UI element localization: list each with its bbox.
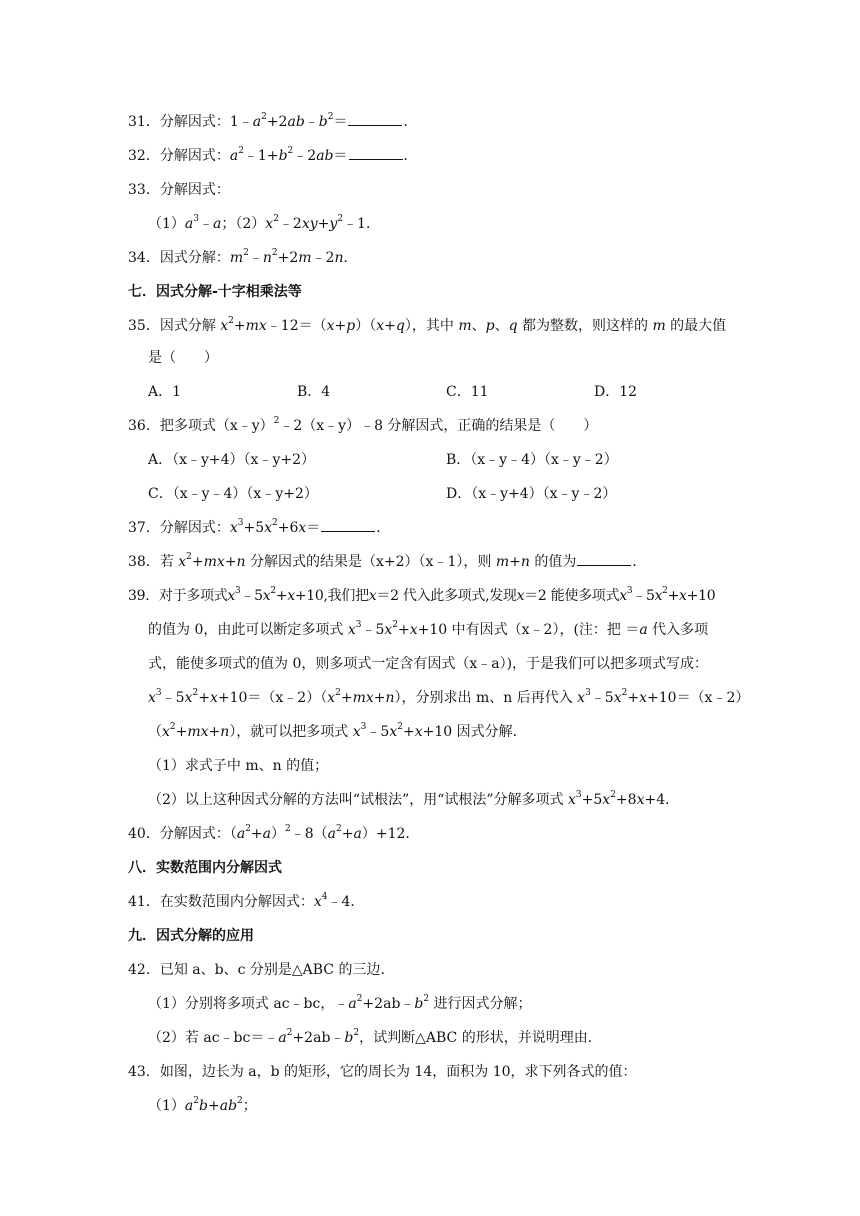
q34-op: ﹣: [248, 250, 263, 266]
q38-mid: 分解因式的结果是（x+2）（x﹣1），则: [245, 554, 496, 570]
q34-op: +2: [277, 250, 299, 266]
option-c[interactable]: C．11: [446, 384, 489, 400]
section-heading-9: 九．因式分解的应用: [128, 928, 254, 944]
q39-text: 代入多项: [647, 622, 709, 638]
q35-var: m: [458, 318, 472, 334]
q33-prefix: 33．分解因式：: [128, 182, 230, 198]
q32-exp: 2: [238, 146, 244, 157]
option-b[interactable]: B．4: [297, 384, 331, 400]
q35-text: ）（: [355, 318, 377, 334]
question-41: 41．在实数范围内分解因式：$x^4﹣4$．: [128, 892, 365, 910]
q41-text: ﹣4．: [327, 894, 365, 910]
q33-var: a: [213, 216, 222, 232]
question-33: [128, 180, 230, 200]
q40-text: 40．分解因式：（: [128, 826, 237, 842]
q37-prefix: 37．分解因式：: [128, 520, 230, 536]
q43-text: （1）: [148, 1098, 185, 1114]
question-39-line5: $(x^2+mx+n)$，就可以把多项式 $x^3﹣5x^2+x+10$ 因式分解．: [148, 722, 527, 740]
q35-text: +: [384, 318, 396, 334]
q33-end: ﹣1．: [343, 216, 380, 232]
q39-text: ＝（x﹣2）: [676, 690, 750, 706]
q33-exp: 3: [193, 214, 200, 225]
q32-eq: ＝: [333, 148, 348, 164]
q35-var: q: [395, 318, 405, 334]
q35-text: 、: [471, 318, 486, 334]
answer-blank[interactable]: [349, 147, 403, 160]
q34-var: m: [298, 250, 312, 266]
question-35-line2: 是（ ）: [148, 350, 218, 366]
q35-text: 的最大值: [665, 318, 727, 334]
q37-end: ．: [376, 520, 391, 536]
option-a[interactable]: A．1: [148, 384, 182, 400]
q34-var: n: [262, 250, 272, 266]
question-43-sub1: $(1)a^2b+ab^2$；: [148, 1096, 257, 1114]
q42-text: ，试判断△ABC 的形状，并说明理由．: [359, 1030, 602, 1046]
answer-blank[interactable]: [321, 519, 375, 532]
q35-text: 35．因式分解: [128, 318, 221, 334]
q42-text: +2ab﹣: [362, 996, 415, 1012]
q42-text: 进行因式分解；: [429, 996, 532, 1012]
question-42-sub1: （1）分别将多项式 ac﹣bc，$﹣a^2+2ab﹣b^2$ 进行因式分解；: [148, 994, 532, 1012]
q41-text: 41．在实数范围内分解因式：: [128, 894, 314, 910]
q31-minus: ﹣: [304, 114, 319, 130]
q34-prefix: 34．因式分解：: [128, 250, 230, 266]
q35-var: p: [346, 318, 356, 334]
q34-op: ﹣2: [311, 250, 335, 266]
q32-var-a: a: [229, 148, 239, 164]
question-39: 39．对于多项式$x^3﹣5x^2+x+10$,我们把x＝2 代入此多项式,发现x＝2 能使多项式$x^3﹣5x^2+x+10$: [128, 586, 716, 604]
q35-text: ），其中: [404, 318, 459, 334]
question-31: [128, 112, 417, 132]
question-42: 42．已知 a、b、c 分别是△ABC 的三边．: [128, 962, 395, 978]
q35-text: +: [334, 318, 347, 334]
question-32: [128, 146, 418, 166]
q40-text: ﹣8（: [290, 826, 328, 842]
q39-text: （2）以上这种因式分解的方法叫“试根法”，用“试根法”分解多项式: [148, 792, 568, 808]
q36-rest: ﹣2（x﹣y）﹣8 分解因式，正确的结果是（ ）: [279, 418, 598, 434]
q35-text: 都为整数，则这样的: [517, 318, 653, 334]
question-39-sub2: （2）以上这种因式分解的方法叫“试根法”，用“试根法”分解多项式 $x^3+5x^2+8x+4$．: [148, 790, 680, 808]
option-d[interactable]: D．（x﹣y+4）（x﹣y﹣2）: [446, 486, 617, 502]
q39-text: ＝: [625, 622, 640, 638]
answer-blank[interactable]: [577, 553, 631, 566]
q33-var: a: [184, 216, 194, 232]
q39-text: ），分别求出 m、n 后再代入: [394, 690, 578, 706]
q35-text: +: [233, 318, 246, 334]
q39-text: ＝2 代入此多项式,发现: [376, 588, 517, 604]
q33-part2: ；（2）: [221, 216, 266, 232]
q32-end: ．: [403, 148, 418, 164]
q35-var: m: [652, 318, 666, 334]
q32-mid1: ﹣1+: [243, 148, 279, 164]
q32-var-ab: ab: [316, 148, 334, 164]
q35-var: mx: [245, 318, 267, 334]
q35-var: p: [485, 318, 495, 334]
q35-var: x: [326, 318, 335, 334]
q35-text: 、: [494, 318, 509, 334]
q33-var: x: [265, 216, 274, 232]
q42-text: （2）若 ac﹣bc＝﹣: [148, 1030, 279, 1046]
q40-text: ）: [271, 826, 286, 842]
question-39-sub1: （1）求式子中 m、n 的值；: [148, 758, 329, 774]
q35-var: q: [508, 318, 518, 334]
q33-var: xy: [301, 216, 318, 232]
answer-blank[interactable]: [348, 113, 402, 126]
q42-text: +2ab﹣: [292, 1030, 345, 1046]
question-39-line2: 的值为 0，由此可以断定多项式 $x^3﹣5x^2+x+10$ 中有因式（x﹣2），(注：把 ＝a 代入多项: [148, 620, 709, 638]
question-37: 37．分解因式：$x^3+5x^2+6x=$ ．: [128, 518, 391, 536]
q39-text: 39．对于多项式: [128, 588, 228, 604]
q33-plus: +: [317, 216, 330, 232]
question-42-sub2: （2）若 $ac﹣bc=﹣a^2+2ab﹣b^2$，试判断△ABC 的形状，并说明理由．: [148, 1028, 602, 1046]
section-heading-8: 八．实数范围内分解因式: [128, 860, 282, 876]
q39-text: （: [148, 724, 162, 740]
q31-mid: +2: [266, 114, 288, 130]
option-a[interactable]: A．（x﹣y+4）（x﹣y+2）: [148, 452, 315, 468]
option-c[interactable]: C．（x﹣y﹣4）（x﹣y+2）: [148, 486, 318, 502]
q34-end: ．: [343, 250, 358, 266]
q35-text: ﹣12＝（: [266, 318, 327, 334]
q39-text: 中有因式（x﹣2），(注：把: [447, 622, 626, 638]
q32-var-b: b: [278, 148, 288, 164]
section-heading-7: 七．因式分解-十字相乘法等: [128, 284, 302, 300]
q31-end: ．: [403, 114, 418, 130]
q33-part1: （1）: [148, 216, 185, 232]
q43-text: ；: [242, 1098, 257, 1114]
q35-var: x: [376, 318, 385, 334]
question-36: [128, 416, 597, 436]
q31-exp-b: 2: [327, 112, 334, 123]
q34-var: m: [229, 250, 244, 266]
q32-prefix: 32．分解因式：: [128, 148, 230, 164]
q31-prefix: 31．分解因式：1﹣: [128, 114, 253, 130]
q38-prefix: 38．若: [128, 554, 179, 570]
q39-text: ＝2 能使多项式: [524, 588, 620, 604]
question-38: 38．若 $x^2+mx+n$ 分解因式的结果是（x+2）（x﹣1），则 m+n 的值为 ．: [128, 552, 647, 570]
q31-var-ab: ab: [287, 114, 305, 130]
q38-mid2: 的值为: [529, 554, 577, 570]
q34-var: n: [334, 250, 344, 266]
question-35: 35．因式分解 $x^2+mx﹣12=(x+p)(x+q)$，其中 m、p、q 都为整数，则这样的 m 的最大值: [128, 316, 727, 334]
q39-text: ,我们把: [323, 588, 369, 604]
q33-minus2: ﹣2: [278, 216, 302, 232]
q32-mid2: ﹣2: [293, 148, 317, 164]
q39-text: 因式分解．: [452, 724, 527, 740]
question-39-line3: 式，能使多项式的值为 0，则多项式一定含有因式（x﹣a）)，于是我们可以把多项式写成：: [148, 656, 709, 672]
question-43: 43．如图，边长为 a，b 的矩形，它的周长为 14，面积为 10，求下列各式的值：: [128, 1064, 637, 1080]
q31-eq: ＝: [333, 114, 348, 130]
q33-var: y: [329, 216, 338, 232]
question-39-line4: $x^3﹣5x^2+x+10=(x﹣2)(x^2+mx+n)$，分别求出 m、n 后再代入 $x^3﹣5x^2+x+10=(x﹣2)$: [148, 688, 750, 706]
question-33-parts: $(1)a^3﹣a$；$(2)x^2﹣2xy+y^2﹣1$．: [148, 214, 380, 232]
q33-minus: ﹣: [199, 216, 214, 232]
q31-var-a: a: [252, 114, 262, 130]
q36-text: 36．把多项式（x﹣y）: [128, 418, 274, 434]
q39-text: ＝（x﹣2）（: [247, 690, 328, 706]
q31-var-b: b: [318, 114, 328, 130]
option-b[interactable]: B．（x﹣y﹣4）（x﹣y﹣2）: [446, 452, 618, 468]
q39-text: ），就可以把多项式: [229, 724, 353, 740]
option-d[interactable]: D．12: [594, 384, 638, 400]
q31-exp: 2: [261, 112, 267, 123]
q40-text: ）+12．: [361, 826, 420, 842]
question-40: 40．分解因式：$(a^2+a)^2﹣8(a^2+a)+12$．: [128, 824, 420, 842]
q36-exp: 2: [273, 416, 280, 427]
q42-text: （1）分别将多项式 ac﹣bc，﹣: [148, 996, 349, 1012]
q32-exp-b: 2: [287, 146, 294, 157]
q39-text: ．: [665, 792, 680, 808]
q38-end: ．: [632, 554, 647, 570]
question-34: 34．因式分解：$m^2﹣n^2+2m﹣2n$．: [128, 248, 358, 266]
q39-text: 的值为 0，由此可以断定多项式: [148, 622, 348, 638]
q35-var: x: [220, 318, 229, 334]
